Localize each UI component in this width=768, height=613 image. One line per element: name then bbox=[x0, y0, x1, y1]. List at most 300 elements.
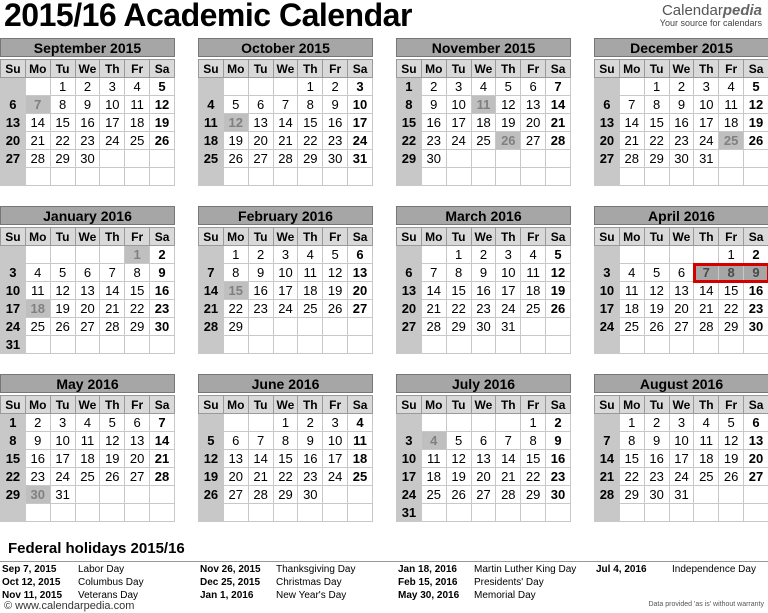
day-cell[interactable]: 19 bbox=[744, 114, 768, 132]
day-cell[interactable]: 1 bbox=[1, 414, 26, 432]
day-cell[interactable]: 1 bbox=[719, 246, 744, 264]
day-cell[interactable]: 24 bbox=[496, 300, 521, 318]
day-cell[interactable]: 21 bbox=[595, 468, 620, 486]
day-cell[interactable]: 23 bbox=[546, 468, 571, 486]
day-cell[interactable]: 14 bbox=[595, 450, 620, 468]
day-cell[interactable]: 27 bbox=[248, 150, 273, 168]
day-cell[interactable]: 8 bbox=[223, 264, 248, 282]
day-cell[interactable]: 4 bbox=[694, 414, 719, 432]
day-cell[interactable]: 20 bbox=[125, 450, 150, 468]
day-cell[interactable]: 9 bbox=[25, 432, 50, 450]
day-cell[interactable]: 2 bbox=[421, 78, 446, 96]
day-cell[interactable]: 26 bbox=[323, 300, 348, 318]
day-cell[interactable]: 1 bbox=[50, 78, 75, 96]
day-cell[interactable]: 9 bbox=[323, 96, 348, 114]
day-cell[interactable]: 4 bbox=[348, 414, 373, 432]
day-cell[interactable]: 20 bbox=[471, 468, 496, 486]
day-cell[interactable]: 30 bbox=[298, 486, 323, 504]
day-cell[interactable]: 14 bbox=[619, 114, 644, 132]
day-cell[interactable]: 3 bbox=[446, 78, 471, 96]
day-cell[interactable]: 28 bbox=[546, 132, 571, 150]
day-cell[interactable]: 21 bbox=[496, 468, 521, 486]
day-cell[interactable]: 19 bbox=[223, 132, 248, 150]
day-cell[interactable]: 15 bbox=[50, 114, 75, 132]
day-cell[interactable]: 6 bbox=[248, 96, 273, 114]
day-cell[interactable]: 2 bbox=[644, 414, 669, 432]
day-cell[interactable]: 18 bbox=[298, 282, 323, 300]
day-cell[interactable]: 30 bbox=[75, 150, 100, 168]
day-cell[interactable]: 31 bbox=[1, 336, 26, 354]
day-cell[interactable]: 17 bbox=[348, 114, 373, 132]
day-cell[interactable]: 6 bbox=[471, 432, 496, 450]
day-cell[interactable]: 14 bbox=[694, 282, 719, 300]
day-cell[interactable]: 29 bbox=[397, 150, 422, 168]
day-cell[interactable]: 2 bbox=[150, 246, 175, 264]
day-cell[interactable]: 1 bbox=[397, 78, 422, 96]
day-cell[interactable]: 3 bbox=[348, 78, 373, 96]
day-cell[interactable]: 4 bbox=[719, 78, 744, 96]
day-cell[interactable]: 13 bbox=[125, 432, 150, 450]
day-cell[interactable]: 19 bbox=[496, 114, 521, 132]
day-cell[interactable]: 12 bbox=[744, 96, 768, 114]
day-cell[interactable]: 11 bbox=[421, 450, 446, 468]
day-cell[interactable]: 13 bbox=[348, 264, 373, 282]
day-cell[interactable]: 1 bbox=[619, 414, 644, 432]
day-cell[interactable]: 15 bbox=[644, 114, 669, 132]
day-cell[interactable]: 1 bbox=[521, 414, 546, 432]
day-cell[interactable]: 4 bbox=[521, 246, 546, 264]
day-cell[interactable]: 13 bbox=[521, 96, 546, 114]
day-cell[interactable]: 16 bbox=[421, 114, 446, 132]
day-cell[interactable]: 6 bbox=[669, 264, 694, 282]
day-cell[interactable]: 30 bbox=[669, 150, 694, 168]
day-cell[interactable]: 22 bbox=[50, 132, 75, 150]
day-cell[interactable]: 25 bbox=[75, 468, 100, 486]
day-cell[interactable]: 20 bbox=[397, 300, 422, 318]
day-cell[interactable]: 30 bbox=[546, 486, 571, 504]
day-cell[interactable]: 17 bbox=[446, 114, 471, 132]
day-cell[interactable]: 31 bbox=[694, 150, 719, 168]
day-cell[interactable]: 21 bbox=[150, 450, 175, 468]
day-cell[interactable]: 29 bbox=[298, 150, 323, 168]
day-cell[interactable]: 10 bbox=[446, 96, 471, 114]
day-cell[interactable]: 17 bbox=[1, 300, 26, 318]
day-cell[interactable]: 18 bbox=[694, 450, 719, 468]
day-cell[interactable]: 20 bbox=[248, 132, 273, 150]
day-cell[interactable]: 20 bbox=[669, 300, 694, 318]
day-cell[interactable]: 1 bbox=[644, 78, 669, 96]
day-cell[interactable]: 11 bbox=[199, 114, 224, 132]
day-cell[interactable]: 23 bbox=[323, 132, 348, 150]
day-cell[interactable]: 7 bbox=[595, 432, 620, 450]
day-cell[interactable]: 1 bbox=[298, 78, 323, 96]
day-cell[interactable]: 21 bbox=[25, 132, 50, 150]
day-cell[interactable]: 24 bbox=[1, 318, 26, 336]
day-cell[interactable]: 26 bbox=[644, 318, 669, 336]
day-cell[interactable]: 13 bbox=[669, 282, 694, 300]
day-cell[interactable]: 20 bbox=[75, 300, 100, 318]
day-cell[interactable]: 13 bbox=[223, 450, 248, 468]
day-cell[interactable]: 17 bbox=[273, 282, 298, 300]
day-cell[interactable]: 23 bbox=[150, 300, 175, 318]
day-cell[interactable]: 9 bbox=[546, 432, 571, 450]
day-cell[interactable]: 6 bbox=[595, 96, 620, 114]
day-cell[interactable]: 1 bbox=[273, 414, 298, 432]
day-cell[interactable]: 7 bbox=[100, 264, 125, 282]
day-cell[interactable]: 24 bbox=[323, 468, 348, 486]
day-cell[interactable]: 26 bbox=[223, 150, 248, 168]
day-cell[interactable]: 24 bbox=[397, 486, 422, 504]
day-cell[interactable]: 21 bbox=[694, 300, 719, 318]
day-cell[interactable]: 3 bbox=[496, 246, 521, 264]
day-cell[interactable]: 26 bbox=[199, 486, 224, 504]
day-cell[interactable]: 5 bbox=[546, 246, 571, 264]
day-cell[interactable]: 30 bbox=[744, 318, 768, 336]
day-cell[interactable]: 7 bbox=[421, 264, 446, 282]
day-cell[interactable]: 27 bbox=[1, 150, 26, 168]
day-cell[interactable]: 27 bbox=[595, 150, 620, 168]
day-cell[interactable]: 16 bbox=[471, 282, 496, 300]
day-cell[interactable]: 30 bbox=[25, 486, 50, 504]
day-cell[interactable]: 5 bbox=[323, 246, 348, 264]
day-cell[interactable]: 19 bbox=[199, 468, 224, 486]
day-cell[interactable]: 15 bbox=[273, 450, 298, 468]
day-cell[interactable]: 2 bbox=[25, 414, 50, 432]
day-cell[interactable]: 21 bbox=[619, 132, 644, 150]
day-cell[interactable]: 22 bbox=[223, 300, 248, 318]
day-cell[interactable]: 3 bbox=[595, 264, 620, 282]
day-cell[interactable]: 31 bbox=[348, 150, 373, 168]
day-cell[interactable]: 12 bbox=[50, 282, 75, 300]
day-cell[interactable]: 21 bbox=[100, 300, 125, 318]
day-cell[interactable]: 15 bbox=[619, 450, 644, 468]
day-cell[interactable]: 10 bbox=[100, 96, 125, 114]
day-cell[interactable]: 27 bbox=[348, 300, 373, 318]
day-cell[interactable]: 22 bbox=[521, 468, 546, 486]
day-cell[interactable]: 15 bbox=[446, 282, 471, 300]
day-cell[interactable]: 16 bbox=[248, 282, 273, 300]
day-cell[interactable]: 9 bbox=[744, 264, 768, 282]
day-cell[interactable]: 7 bbox=[25, 96, 50, 114]
day-cell[interactable]: 10 bbox=[595, 282, 620, 300]
day-cell[interactable]: 7 bbox=[273, 96, 298, 114]
day-cell[interactable]: 18 bbox=[521, 282, 546, 300]
day-cell[interactable]: 8 bbox=[273, 432, 298, 450]
day-cell[interactable]: 25 bbox=[521, 300, 546, 318]
day-cell[interactable]: 19 bbox=[100, 450, 125, 468]
day-cell[interactable]: 29 bbox=[125, 318, 150, 336]
day-cell[interactable]: 3 bbox=[323, 414, 348, 432]
day-cell[interactable]: 24 bbox=[446, 132, 471, 150]
day-cell[interactable]: 11 bbox=[471, 96, 496, 114]
day-cell[interactable]: 28 bbox=[100, 318, 125, 336]
day-cell[interactable]: 15 bbox=[298, 114, 323, 132]
day-cell[interactable]: 10 bbox=[496, 264, 521, 282]
day-cell[interactable]: 14 bbox=[273, 114, 298, 132]
day-cell[interactable]: 28 bbox=[694, 318, 719, 336]
day-cell[interactable]: 7 bbox=[546, 78, 571, 96]
day-cell[interactable]: 14 bbox=[546, 96, 571, 114]
day-cell[interactable]: 3 bbox=[50, 414, 75, 432]
day-cell[interactable]: 26 bbox=[150, 132, 175, 150]
day-cell[interactable]: 28 bbox=[273, 150, 298, 168]
day-cell[interactable]: 26 bbox=[719, 468, 744, 486]
day-cell[interactable]: 19 bbox=[719, 450, 744, 468]
day-cell[interactable]: 6 bbox=[1, 96, 26, 114]
day-cell[interactable]: 16 bbox=[644, 450, 669, 468]
day-cell[interactable]: 26 bbox=[744, 132, 768, 150]
day-cell[interactable]: 26 bbox=[446, 486, 471, 504]
day-cell[interactable]: 22 bbox=[719, 300, 744, 318]
day-cell[interactable]: 25 bbox=[471, 132, 496, 150]
day-cell[interactable]: 16 bbox=[323, 114, 348, 132]
day-cell[interactable]: 19 bbox=[546, 282, 571, 300]
day-cell[interactable]: 28 bbox=[595, 486, 620, 504]
day-cell[interactable]: 8 bbox=[619, 432, 644, 450]
day-cell[interactable]: 12 bbox=[496, 96, 521, 114]
day-cell[interactable]: 26 bbox=[546, 300, 571, 318]
day-cell[interactable]: 22 bbox=[1, 468, 26, 486]
day-cell[interactable]: 8 bbox=[125, 264, 150, 282]
day-cell[interactable]: 27 bbox=[223, 486, 248, 504]
day-cell[interactable]: 29 bbox=[644, 150, 669, 168]
day-cell[interactable]: 6 bbox=[348, 246, 373, 264]
day-cell[interactable]: 25 bbox=[619, 318, 644, 336]
day-cell[interactable]: 24 bbox=[669, 468, 694, 486]
day-cell[interactable]: 10 bbox=[273, 264, 298, 282]
day-cell[interactable]: 30 bbox=[421, 150, 446, 168]
day-cell[interactable]: 16 bbox=[298, 450, 323, 468]
day-cell[interactable]: 25 bbox=[298, 300, 323, 318]
day-cell[interactable]: 3 bbox=[100, 78, 125, 96]
day-cell[interactable]: 18 bbox=[348, 450, 373, 468]
day-cell[interactable]: 11 bbox=[694, 432, 719, 450]
day-cell[interactable]: 29 bbox=[619, 486, 644, 504]
day-cell[interactable]: 30 bbox=[644, 486, 669, 504]
day-cell[interactable]: 29 bbox=[50, 150, 75, 168]
day-cell[interactable]: 11 bbox=[619, 282, 644, 300]
day-cell[interactable]: 26 bbox=[100, 468, 125, 486]
day-cell[interactable]: 24 bbox=[694, 132, 719, 150]
day-cell[interactable]: 7 bbox=[619, 96, 644, 114]
day-cell[interactable]: 10 bbox=[397, 450, 422, 468]
day-cell[interactable]: 17 bbox=[323, 450, 348, 468]
day-cell[interactable]: 27 bbox=[125, 468, 150, 486]
day-cell[interactable]: 16 bbox=[744, 282, 768, 300]
day-cell[interactable]: 22 bbox=[125, 300, 150, 318]
day-cell[interactable]: 13 bbox=[75, 282, 100, 300]
day-cell[interactable]: 23 bbox=[644, 468, 669, 486]
footer-link[interactable]: © www.calendarpedia.com bbox=[4, 600, 135, 612]
day-cell[interactable]: 16 bbox=[546, 450, 571, 468]
day-cell[interactable]: 5 bbox=[644, 264, 669, 282]
day-cell[interactable]: 22 bbox=[644, 132, 669, 150]
day-cell[interactable]: 4 bbox=[298, 246, 323, 264]
day-cell[interactable]: 11 bbox=[521, 264, 546, 282]
day-cell[interactable]: 26 bbox=[496, 132, 521, 150]
day-cell[interactable]: 18 bbox=[619, 300, 644, 318]
day-cell[interactable]: 14 bbox=[248, 450, 273, 468]
day-cell[interactable]: 7 bbox=[150, 414, 175, 432]
day-cell[interactable]: 29 bbox=[719, 318, 744, 336]
day-cell[interactable]: 9 bbox=[75, 96, 100, 114]
day-cell[interactable]: 22 bbox=[397, 132, 422, 150]
day-cell[interactable]: 3 bbox=[273, 246, 298, 264]
day-cell[interactable]: 28 bbox=[248, 486, 273, 504]
day-cell[interactable]: 2 bbox=[471, 246, 496, 264]
day-cell[interactable]: 25 bbox=[25, 318, 50, 336]
day-cell[interactable]: 18 bbox=[25, 300, 50, 318]
day-cell[interactable]: 14 bbox=[421, 282, 446, 300]
day-cell[interactable]: 14 bbox=[496, 450, 521, 468]
day-cell[interactable]: 8 bbox=[1, 432, 26, 450]
day-cell[interactable]: 1 bbox=[125, 246, 150, 264]
day-cell[interactable]: 21 bbox=[546, 114, 571, 132]
day-cell[interactable]: 10 bbox=[669, 432, 694, 450]
day-cell[interactable]: 31 bbox=[496, 318, 521, 336]
day-cell[interactable]: 19 bbox=[150, 114, 175, 132]
day-cell[interactable]: 12 bbox=[719, 432, 744, 450]
day-cell[interactable]: 13 bbox=[595, 114, 620, 132]
day-cell[interactable]: 4 bbox=[125, 78, 150, 96]
day-cell[interactable]: 15 bbox=[719, 282, 744, 300]
day-cell[interactable]: 21 bbox=[248, 468, 273, 486]
day-cell[interactable]: 14 bbox=[100, 282, 125, 300]
day-cell[interactable]: 5 bbox=[446, 432, 471, 450]
day-cell[interactable]: 13 bbox=[248, 114, 273, 132]
day-cell[interactable]: 6 bbox=[125, 414, 150, 432]
day-cell[interactable]: 17 bbox=[694, 114, 719, 132]
day-cell[interactable]: 19 bbox=[323, 282, 348, 300]
day-cell[interactable]: 19 bbox=[446, 468, 471, 486]
day-cell[interactable]: 18 bbox=[125, 114, 150, 132]
day-cell[interactable]: 9 bbox=[150, 264, 175, 282]
day-cell[interactable]: 9 bbox=[248, 264, 273, 282]
day-cell[interactable]: 16 bbox=[669, 114, 694, 132]
day-cell[interactable]: 29 bbox=[273, 486, 298, 504]
day-cell[interactable]: 12 bbox=[223, 114, 248, 132]
day-cell[interactable]: 2 bbox=[75, 78, 100, 96]
day-cell[interactable]: 5 bbox=[100, 414, 125, 432]
day-cell[interactable]: 7 bbox=[694, 264, 719, 282]
day-cell[interactable]: 12 bbox=[199, 450, 224, 468]
day-cell[interactable]: 12 bbox=[150, 96, 175, 114]
day-cell[interactable]: 30 bbox=[323, 150, 348, 168]
day-cell[interactable]: 31 bbox=[669, 486, 694, 504]
day-cell[interactable]: 17 bbox=[669, 450, 694, 468]
day-cell[interactable]: 18 bbox=[719, 114, 744, 132]
day-cell[interactable]: 28 bbox=[25, 150, 50, 168]
day-cell[interactable]: 12 bbox=[446, 450, 471, 468]
day-cell[interactable]: 24 bbox=[348, 132, 373, 150]
day-cell[interactable]: 11 bbox=[298, 264, 323, 282]
day-cell[interactable]: 24 bbox=[273, 300, 298, 318]
day-cell[interactable]: 13 bbox=[744, 432, 768, 450]
day-cell[interactable]: 4 bbox=[471, 78, 496, 96]
day-cell[interactable]: 29 bbox=[521, 486, 546, 504]
day-cell[interactable]: 24 bbox=[50, 468, 75, 486]
day-cell[interactable]: 20 bbox=[744, 450, 768, 468]
day-cell[interactable]: 3 bbox=[397, 432, 422, 450]
day-cell[interactable]: 6 bbox=[521, 78, 546, 96]
day-cell[interactable]: 8 bbox=[446, 264, 471, 282]
day-cell[interactable]: 3 bbox=[669, 414, 694, 432]
day-cell[interactable]: 23 bbox=[471, 300, 496, 318]
day-cell[interactable]: 11 bbox=[125, 96, 150, 114]
day-cell[interactable]: 30 bbox=[471, 318, 496, 336]
day-cell[interactable]: 9 bbox=[471, 264, 496, 282]
day-cell[interactable]: 21 bbox=[421, 300, 446, 318]
day-cell[interactable]: 4 bbox=[421, 432, 446, 450]
day-cell[interactable]: 12 bbox=[323, 264, 348, 282]
day-cell[interactable]: 2 bbox=[323, 78, 348, 96]
day-cell[interactable]: 13 bbox=[471, 450, 496, 468]
day-cell[interactable]: 28 bbox=[496, 486, 521, 504]
day-cell[interactable]: 11 bbox=[719, 96, 744, 114]
day-cell[interactable]: 13 bbox=[1, 114, 26, 132]
day-cell[interactable]: 14 bbox=[199, 282, 224, 300]
day-cell[interactable]: 15 bbox=[521, 450, 546, 468]
day-cell[interactable]: 5 bbox=[199, 432, 224, 450]
day-cell[interactable]: 27 bbox=[471, 486, 496, 504]
day-cell[interactable]: 14 bbox=[25, 114, 50, 132]
day-cell[interactable]: 7 bbox=[199, 264, 224, 282]
day-cell[interactable]: 5 bbox=[50, 264, 75, 282]
day-cell[interactable]: 6 bbox=[223, 432, 248, 450]
day-cell[interactable]: 11 bbox=[75, 432, 100, 450]
day-cell[interactable]: 27 bbox=[75, 318, 100, 336]
day-cell[interactable]: 4 bbox=[25, 264, 50, 282]
day-cell[interactable]: 28 bbox=[150, 468, 175, 486]
day-cell[interactable]: 16 bbox=[25, 450, 50, 468]
day-cell[interactable]: 3 bbox=[694, 78, 719, 96]
day-cell[interactable]: 6 bbox=[744, 414, 768, 432]
day-cell[interactable]: 12 bbox=[644, 282, 669, 300]
day-cell[interactable]: 23 bbox=[421, 132, 446, 150]
day-cell[interactable]: 5 bbox=[496, 78, 521, 96]
day-cell[interactable]: 10 bbox=[323, 432, 348, 450]
day-cell[interactable]: 5 bbox=[223, 96, 248, 114]
day-cell[interactable]: 8 bbox=[50, 96, 75, 114]
day-cell[interactable]: 1 bbox=[446, 246, 471, 264]
day-cell[interactable]: 9 bbox=[644, 432, 669, 450]
day-cell[interactable]: 22 bbox=[619, 468, 644, 486]
day-cell[interactable]: 2 bbox=[546, 414, 571, 432]
day-cell[interactable]: 23 bbox=[298, 468, 323, 486]
day-cell[interactable]: 13 bbox=[397, 282, 422, 300]
day-cell[interactable]: 5 bbox=[744, 78, 768, 96]
day-cell[interactable]: 25 bbox=[421, 486, 446, 504]
day-cell[interactable]: 29 bbox=[1, 486, 26, 504]
day-cell[interactable]: 25 bbox=[694, 468, 719, 486]
day-cell[interactable]: 28 bbox=[199, 318, 224, 336]
day-cell[interactable]: 23 bbox=[248, 300, 273, 318]
day-cell[interactable]: 27 bbox=[669, 318, 694, 336]
day-cell[interactable]: 6 bbox=[75, 264, 100, 282]
day-cell[interactable]: 9 bbox=[669, 96, 694, 114]
day-cell[interactable]: 20 bbox=[595, 132, 620, 150]
day-cell[interactable]: 14 bbox=[150, 432, 175, 450]
day-cell[interactable]: 30 bbox=[150, 318, 175, 336]
day-cell[interactable]: 3 bbox=[1, 264, 26, 282]
day-cell[interactable]: 5 bbox=[719, 414, 744, 432]
day-cell[interactable]: 22 bbox=[298, 132, 323, 150]
day-cell[interactable]: 28 bbox=[421, 318, 446, 336]
day-cell[interactable]: 20 bbox=[223, 468, 248, 486]
day-cell[interactable]: 19 bbox=[50, 300, 75, 318]
day-cell[interactable]: 12 bbox=[546, 264, 571, 282]
day-cell[interactable]: 2 bbox=[744, 246, 768, 264]
